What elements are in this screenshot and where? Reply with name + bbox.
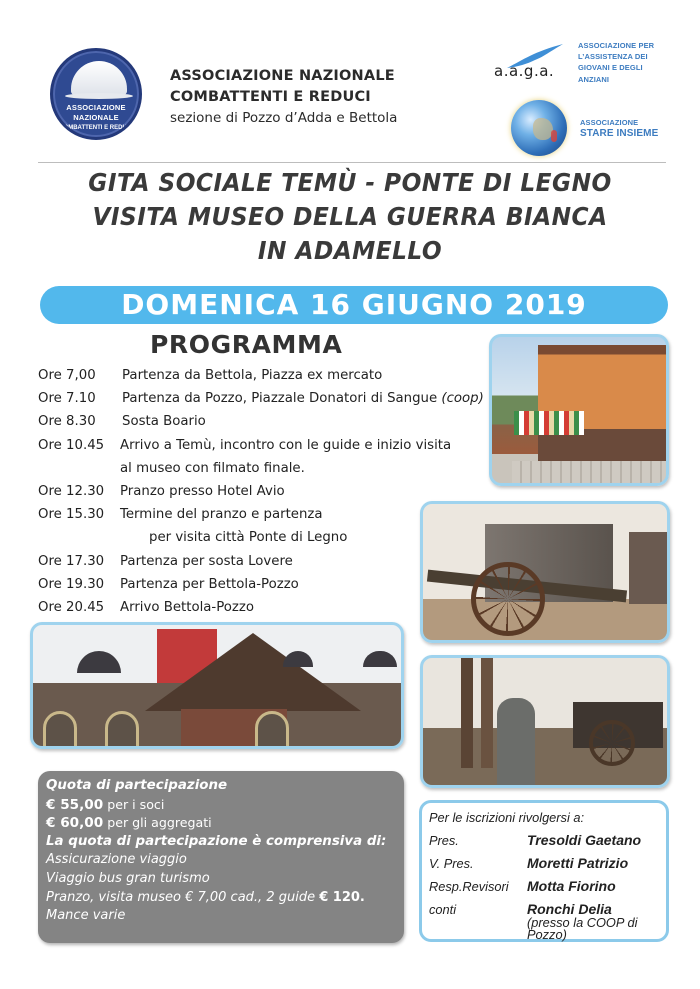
- schedule-row: [38, 550, 478, 573]
- contact-name: Motta Fiorino: [527, 878, 616, 894]
- helmet-brim: [65, 93, 133, 99]
- organization-section: sezione di Pozzo d’Adda e Bettola: [170, 110, 398, 126]
- aaga-desc-line: ANZIANI: [578, 74, 610, 84]
- event-title: [25, 166, 676, 268]
- schedule-row: [38, 410, 478, 433]
- anc-logo-text-2: NAZIONALE: [73, 113, 119, 122]
- helmet-icon: [71, 61, 127, 95]
- arched-window: [363, 651, 397, 667]
- schedule-time: Ore 15.30: [38, 507, 105, 523]
- organization-title: [170, 66, 395, 108]
- stone-arch: [43, 711, 77, 749]
- stare-insieme-line-2: STARE INSIEME: [580, 128, 659, 140]
- schedule-desc: Pranzo presso Hotel Avio: [120, 484, 285, 500]
- schedule-row: [38, 503, 478, 526]
- event-title-line-3: IN ADAMELLO: [257, 236, 443, 265]
- schedule-row: [38, 434, 478, 457]
- arched-window: [77, 651, 121, 673]
- fee-label: per gli aggregati: [107, 815, 212, 831]
- schedule-row: [38, 480, 478, 503]
- schedule-note: (coop): [441, 391, 484, 407]
- stare-insieme-line-1: ASSOCIAZIONE: [580, 118, 639, 127]
- contact-row: [429, 852, 659, 875]
- contact-note: (presso la COOP di Pozzo): [527, 915, 638, 942]
- contact-name: Tresoldi Gaetano: [527, 832, 642, 848]
- includes-item: Mance varie: [46, 908, 126, 924]
- contact-role: V. Pres.: [429, 856, 474, 871]
- organization-title-line-1: ASSOCIAZIONE NAZIONALE: [170, 68, 395, 84]
- schedule-row: [38, 573, 478, 596]
- schedule-desc: Partenza per Bettola-Pozzo: [120, 576, 299, 592]
- guide-amount: € 120.: [319, 889, 365, 905]
- fee-box: [38, 771, 404, 943]
- schedule-row: [38, 387, 484, 410]
- contact-role: Resp.Revisori: [429, 879, 509, 894]
- stone-wall: [512, 461, 668, 485]
- schedule-time: Ore 20.45: [38, 600, 105, 616]
- stare-insieme-label: [580, 117, 658, 140]
- aaga-desc-line: GIOVANI E DEGLI: [578, 63, 643, 73]
- includes-heading: La quota di partecipazione è comprensiva di:: [46, 833, 387, 849]
- event-title-line-1: GITA SOCIALE TEMÙ - PONTE DI LEGNO: [88, 168, 612, 197]
- contact-name: Moretti Patrizio: [527, 855, 629, 871]
- soldier-mannequin: [497, 698, 535, 788]
- cannon-wheel: [471, 562, 545, 636]
- contact-name: Ronchi Delia: [527, 901, 612, 917]
- program-schedule: [38, 364, 484, 619]
- schedule-row-continuation: per visita città Ponte di Legno: [149, 530, 348, 546]
- anc-logo: [50, 48, 142, 140]
- schedule-desc-text: Partenza da Pozzo, Piazzale Donatori di Sangue: [122, 391, 438, 407]
- fee-label: per i soci: [107, 796, 165, 812]
- globe-logo-icon: [511, 100, 567, 156]
- schedule-time: Ore 8.30: [38, 414, 96, 430]
- aaga-logo-text: a.a.g.a.: [494, 62, 555, 80]
- contact-role: conti: [429, 902, 457, 917]
- includes-item: [46, 889, 396, 908]
- lunch-text: Pranzo, visita museo € 7,00 cad., 2 guide: [46, 889, 316, 905]
- exhibit-poster: [629, 532, 670, 604]
- wood-beam: [461, 658, 473, 768]
- schedule-time: Ore 17.30: [38, 553, 105, 569]
- schedule-row: [38, 364, 478, 387]
- cart-wheel: [589, 720, 635, 766]
- organization-title-line-2: COMBATTENTI E REDUCI: [170, 89, 371, 105]
- schedule-time: Ore 10.45: [38, 437, 105, 453]
- stone-arch: [255, 711, 289, 749]
- flags: [514, 411, 584, 435]
- fee-heading: Quota di partecipazione: [46, 778, 228, 793]
- entrance-gable: [145, 633, 361, 711]
- schedule-desc: Arrivo Bettola-Pozzo: [120, 600, 255, 616]
- event-title-line-2: VISITA MUSEO DELLA GUERRA BIANCA: [92, 202, 608, 231]
- program-heading: PROGRAMMA: [150, 330, 343, 359]
- hotel-photo: [489, 334, 669, 486]
- contact-row: [429, 875, 659, 898]
- includes-item: Assicurazione viaggio: [46, 852, 187, 868]
- aaga-description: [578, 40, 654, 85]
- fee-amount: € 55,00: [46, 796, 104, 813]
- schedule-time: Ore 7.10: [38, 391, 96, 407]
- schedule-desc: Sosta Boario: [122, 414, 206, 430]
- stone-arch: [105, 711, 139, 749]
- contact-row: [429, 829, 659, 852]
- fee-row: [46, 814, 396, 833]
- wood-beam: [481, 658, 493, 768]
- schedule-time: Ore 19.30: [38, 576, 105, 592]
- hotel-building: [538, 345, 668, 465]
- schedule-desc: Partenza da Bettola, Piazza ex mercato: [122, 368, 383, 383]
- fee-row: [46, 796, 396, 815]
- schedule-desc: Arrivo a Temù, incontro con le guide e inizio visita: [120, 437, 452, 453]
- header-divider: [38, 162, 666, 163]
- anc-logo-arc-text: COMBATTENTI E REDUCI: [59, 125, 133, 131]
- schedule-desc: Termine del pranzo e partenza: [120, 507, 323, 523]
- anc-logo-text-1: ASSOCIAZIONE: [66, 103, 126, 112]
- aaga-desc-line: ASSOCIAZIONE PER: [578, 41, 655, 50]
- contact-intro: Per le iscrizioni rivolgersi a:: [429, 810, 585, 825]
- contact-box: [419, 800, 669, 942]
- schedule-row-continuation: al museo con filmato finale.: [120, 460, 305, 476]
- schedule-row: [38, 596, 478, 619]
- museum-exterior-photo: [30, 622, 404, 749]
- fee-amount: € 60,00: [46, 815, 104, 832]
- schedule-time: Ore 12.30: [38, 484, 105, 500]
- schedule-desc: [122, 387, 484, 410]
- war-exhibit-photo: [420, 655, 670, 788]
- schedule-time: Ore 7,00: [38, 368, 96, 383]
- aaga-desc-line: L’ASSISTENZA DEI: [578, 52, 648, 62]
- includes-item: Viaggio bus gran turismo: [46, 870, 210, 886]
- contact-role: Pres.: [429, 833, 459, 848]
- cannon-exhibit-photo: [420, 501, 670, 643]
- schedule-desc: Partenza per sosta Lovere: [120, 553, 293, 569]
- date-banner: DOMENICA 16 GIUGNO 2019: [40, 286, 668, 324]
